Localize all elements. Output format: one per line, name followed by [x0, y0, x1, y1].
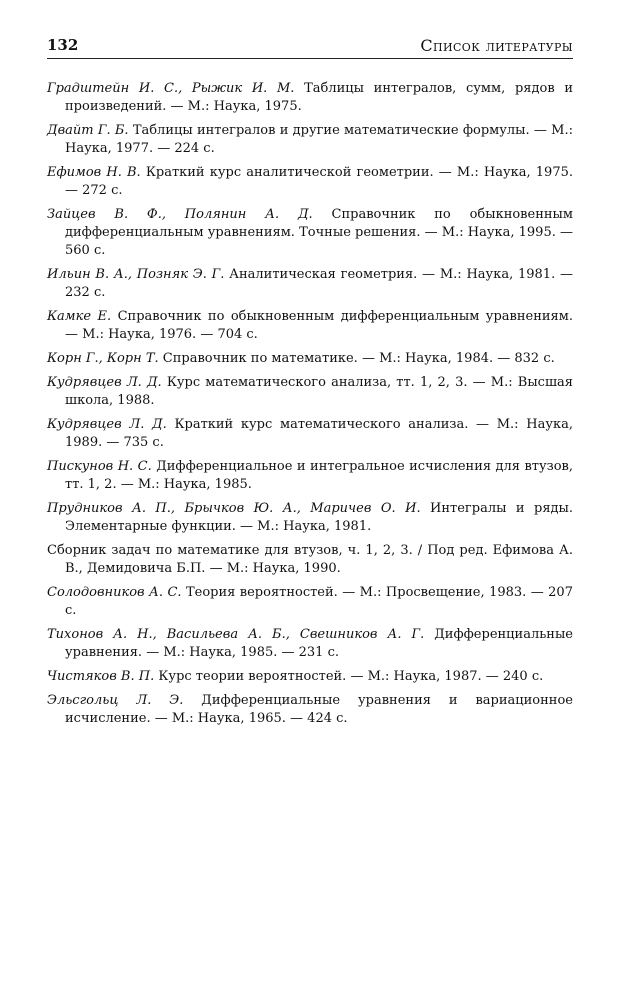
- entry-text: Таблицы интегралов, сумм, рядов и произведений. — М.: Наука, 1975.: [65, 81, 573, 114]
- entry-authors: Эльсгольц Л. Э.: [47, 693, 184, 708]
- entry-text: Теория вероятностей. — М.: Просвещение, 1983. — 207 с.: [65, 585, 573, 618]
- bibliography-entry: [47, 206, 573, 260]
- entry-authors: Кудрявцев Л. Д.: [47, 375, 162, 390]
- bibliography-entry: [47, 164, 573, 200]
- bibliography-entry: [47, 542, 573, 578]
- bibliography-entry: [47, 374, 573, 410]
- bibliography-entry: [47, 668, 573, 686]
- entry-authors: Пискунов Н. С.: [47, 459, 152, 474]
- entry-text: Дифференциальные уравнения и вариационное исчисление. — М.: Наука, 1965. — 424 с.: [65, 693, 573, 726]
- entry-text: Курс теории вероятностей. — М.: Наука, 1987. — 240 с.: [158, 669, 544, 684]
- bibliography-entry: [47, 500, 573, 536]
- bibliography-entry: [47, 692, 573, 728]
- page-number: 132: [47, 36, 79, 54]
- entry-text: Краткий курс математического анализа. — М.: Наука, 1989. — 735 с.: [65, 417, 573, 450]
- entry-authors: Градштейн И. С., Рыжик И. М.: [47, 81, 295, 96]
- entry-authors: Камке Е.: [47, 309, 112, 324]
- bibliography-entry: [47, 416, 573, 452]
- entry-authors: Зайцев В. Ф., Полянин А. Д.: [47, 207, 313, 222]
- entry-authors: Прудников А. П., Брычков Ю. А., Маричев О. И.: [47, 501, 421, 516]
- entry-text: Сборник задач по математике для втузов, ч. 1, 2, 3. / Под ред. Ефимова А. В., Демидовича Б.П. — М.: Наука, 1990.: [47, 543, 573, 576]
- entry-text: Краткий курс аналитической геометрии. — М.: Наука, 1975. — 272 с.: [65, 165, 573, 198]
- running-title: Список литературы: [420, 36, 573, 55]
- bibliography-entry: [47, 626, 573, 662]
- entry-text: Дифференциальные уравнения. — М.: Наука, 1985. — 231 с.: [65, 627, 573, 660]
- bibliography-entry: [47, 266, 573, 302]
- entry-text: Справочник по обыкновенным дифференциальным уравнениям. — М.: Наука, 1976. — 704 с.: [65, 309, 573, 342]
- entry-authors: Тихонов А. Н., Васильева А. Б., Свешников А. Г.: [47, 627, 425, 642]
- bibliography-entry: [47, 122, 573, 158]
- entry-authors: Ильин В. А., Позняк Э. Г.: [47, 267, 225, 282]
- entry-text: Справочник по обыкновенным дифференциальным уравнениям. Точные решения. — М.: Наука, 1995. — 560 с.: [65, 207, 573, 258]
- bibliography-entry: [47, 80, 573, 116]
- entry-authors: Чистяков В. П.: [47, 669, 155, 684]
- entry-text: Дифференциальное и интегральное исчисления для втузов, тт. 1, 2. — М.: Наука, 1985.: [65, 459, 573, 492]
- bibliography-entry: [47, 308, 573, 344]
- bibliography-entry: [47, 458, 573, 494]
- entry-text: Аналитическая геометрия. — М.: Наука, 1981. — 232 с.: [65, 267, 573, 300]
- page-header: [47, 36, 573, 59]
- bibliography-entry: [47, 350, 573, 368]
- bibliography-list: [47, 80, 573, 734]
- entry-authors: Корн Г., Корн Т.: [47, 351, 159, 366]
- entry-text: Курс математического анализа, тт. 1, 2, 3. — М.: Высшая школа, 1988.: [65, 375, 573, 408]
- entry-text: Справочник по математике. — М.: Наука, 1984. — 832 с.: [162, 351, 555, 366]
- entry-authors: Двайт Г. Б.: [47, 123, 129, 138]
- entry-text: Интегралы и ряды. Элементарные функции. — М.: Наука, 1981.: [65, 501, 574, 534]
- bibliography-entry: [47, 584, 573, 620]
- entry-authors: Кудрявцев Л. Д.: [47, 417, 167, 432]
- entry-authors: Ефимов Н. В.: [47, 165, 141, 180]
- entry-authors: Солодовников А. С.: [47, 585, 182, 600]
- entry-text: Таблицы интегралов и другие математические формулы. — М.: Наука, 1977. — 224 с.: [65, 123, 573, 156]
